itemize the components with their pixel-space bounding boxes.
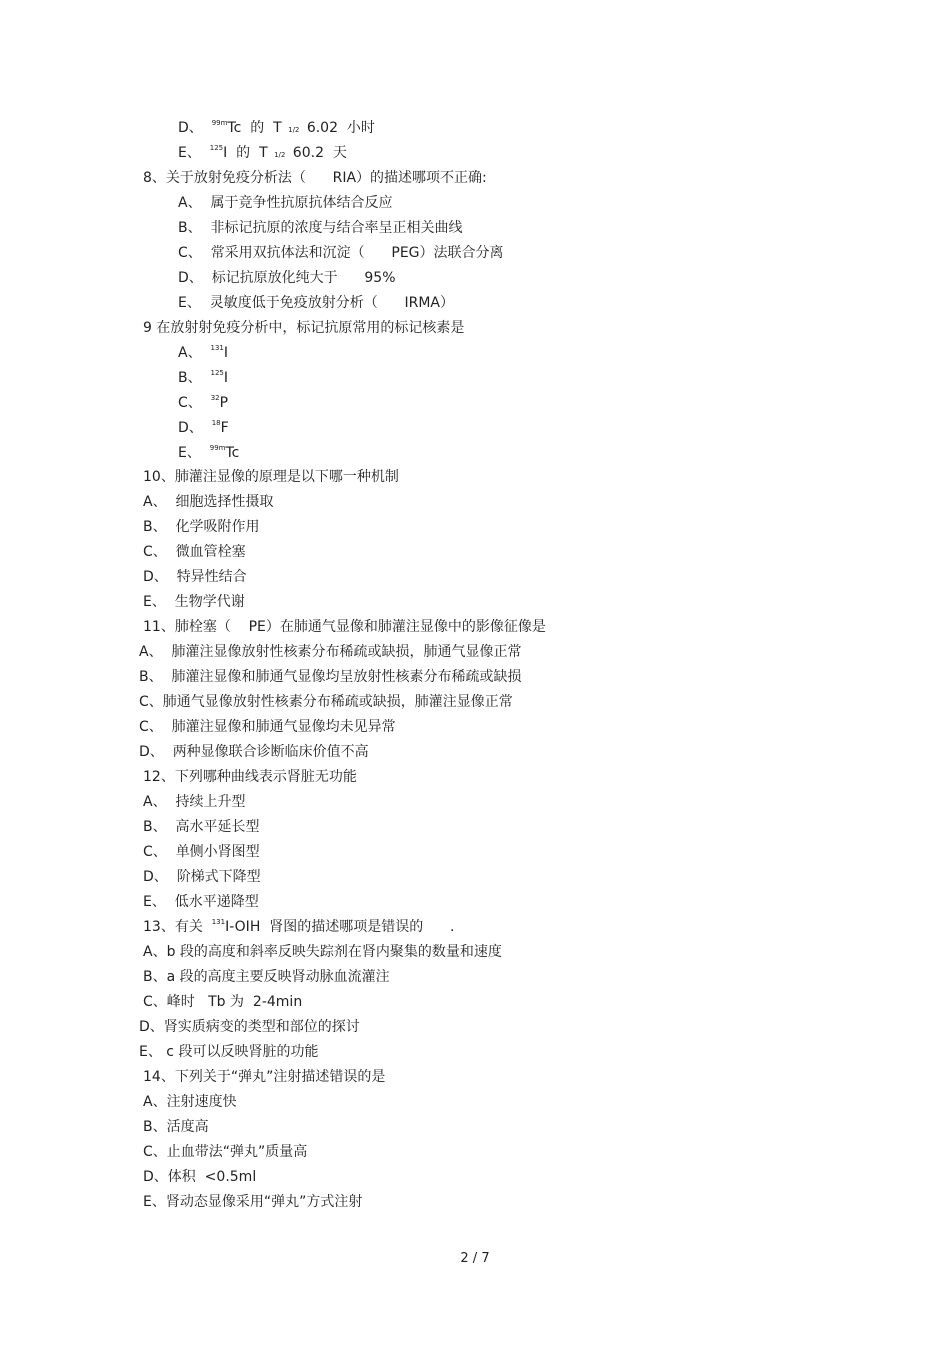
q14-stem: 14、下列关于“弹丸”注射描述错误的是 — [143, 1069, 386, 1085]
q13-option-a: A、b 段的高度和斜率反映失踪剂在肾内聚集的数量和速度 — [143, 944, 502, 960]
q9-option-e: E、 $^{99m}$Tc — [178, 444, 240, 461]
q13-option-b: B、a 段的高度主要反映肾动脉血流灌注 — [143, 969, 390, 985]
q14-option-b: B、活度高 — [143, 1119, 209, 1135]
q11-option-c2: C、 肺灌注显像和肺通气显像均未见异常 — [139, 719, 396, 735]
q7-option-d: D、 $^{99m}$Tc 的 T 1/2 6.02 小时 — [178, 119, 375, 136]
q14-option-c: C、止血带法“弹丸”质量高 — [143, 1144, 308, 1160]
q13-option-c: C、峰时 Tb 为 2-4min — [143, 994, 303, 1010]
q10-option-c: C、 微血管栓塞 — [143, 544, 246, 560]
q9-option-b: B、 $^{125}$I — [178, 369, 229, 386]
q11-option-b: B、 肺灌注显像和肺通气显像均呈放射性核素分布稀疏或缺损 — [139, 669, 522, 685]
q9-stem: 9 在放射射免疫分析中，标记抗原常用的标记核素是 — [143, 320, 465, 336]
q14-option-d: D、体积 <0.5ml — [143, 1169, 257, 1185]
q9-option-a: A、 $^{131}$I — [178, 344, 228, 361]
q10-option-d: D、 特异性结合 — [143, 569, 247, 585]
q9-option-d: D、 $^{18}$F — [178, 419, 229, 436]
q12-option-d: D、 阶梯式下降型 — [143, 869, 261, 885]
q8-option-c: C、 常采用双抗体法和沉淀（ PEG）法联合分离 — [178, 245, 504, 261]
page-number: 2 / 7 — [460, 1251, 490, 1266]
q13-stem: 13、有关 $^{131}$I-OIH 肾图的描述哪项是错误的 . — [143, 918, 455, 935]
q12-option-e: E、 低水平递降型 — [143, 894, 259, 910]
q8-option-b: B、 非标记抗原的浓度与结合率呈正相关曲线 — [178, 220, 463, 236]
q14-option-a: A、注射速度快 — [143, 1094, 237, 1110]
q10-option-e: E、 生物学代谢 — [143, 594, 245, 610]
q13-option-d: D、肾实质病变的类型和部位的探讨 — [139, 1019, 360, 1035]
q14-option-e: E、肾动态显像采用“弹丸”方式注射 — [143, 1194, 363, 1210]
q10-stem: 10、肺灌注显像的原理是以下哪一种机制 — [143, 469, 399, 485]
q10-option-a: A、 细胞选择性摄取 — [143, 494, 274, 510]
q11-stem: 11、肺栓塞（ PE）在肺通气显像和肺灌注显像中的影像征像是 — [143, 619, 546, 635]
q12-stem: 12、下列哪种曲线表示肾脏无功能 — [143, 769, 357, 785]
q8-stem: 8、关于放射免疫分析法（ RIA）的描述哪项不正确: — [143, 170, 487, 186]
q9-option-c: C、 $^{32}$P — [178, 394, 229, 411]
q11-option-c: C、肺通气显像放射性核素分布稀疏或缺损，肺灌注显像正常 — [139, 694, 513, 710]
q10-option-b: B、 化学吸附作用 — [143, 519, 260, 535]
q12-option-a: A、 持续上升型 — [143, 794, 246, 810]
q8-option-a: A、 属于竞争性抗原抗体结合反应 — [178, 195, 393, 211]
q8-option-e: E、 灵敏度低于免疫放射分析（ IRMA） — [178, 295, 454, 311]
q13-option-e: E、 c 段可以反映肾脏的功能 — [139, 1044, 319, 1060]
q11-option-d: D、 两种显像联合诊断临床价值不高 — [139, 744, 369, 760]
q7-option-e: E、 $^{125}$I 的 T 1/2 60.2 天 — [178, 144, 347, 161]
q8-option-d: D、 标记抗原放化纯大于 95% — [178, 270, 396, 286]
q12-option-b: B、 高水平延长型 — [143, 819, 260, 835]
q11-option-a: A、 肺灌注显像放射性核素分布稀疏或缺损，肺通气显像正常 — [139, 644, 522, 660]
q12-option-c: C、 单侧小肾图型 — [143, 844, 260, 860]
